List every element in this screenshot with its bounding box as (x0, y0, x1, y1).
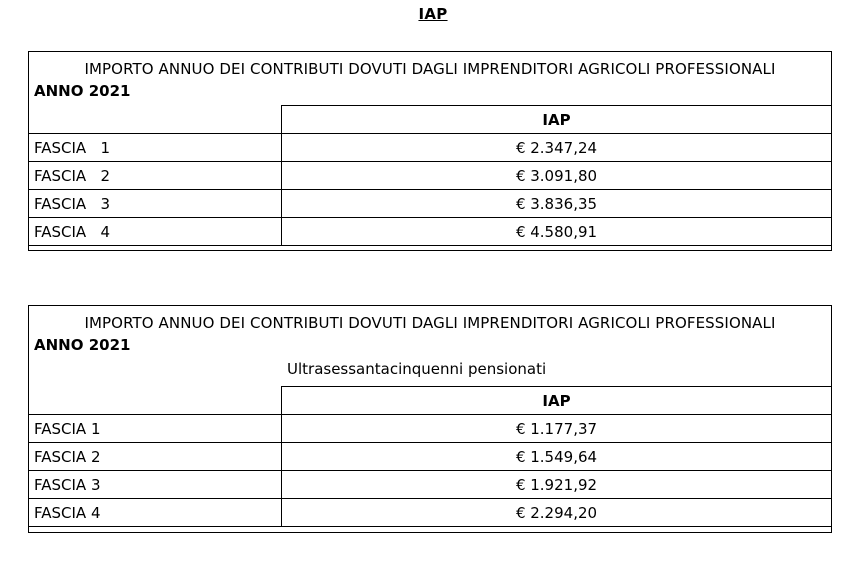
rates-grid (28, 105, 832, 246)
table-row (29, 499, 832, 527)
document-title: IAP (418, 5, 448, 23)
row-label: FASCIA 3 (29, 190, 282, 218)
contributions-table-iap (28, 51, 832, 251)
table-row (29, 134, 832, 162)
row-label: FASCIA 4 (29, 499, 282, 527)
row-value: € 1.549,64 (282, 443, 832, 471)
rates-grid (28, 386, 832, 527)
column-header: IAP (282, 106, 832, 134)
column-header: IAP (282, 387, 832, 415)
row-value: € 3.091,80 (282, 162, 832, 190)
table-row (29, 443, 832, 471)
row-label: FASCIA 1 (29, 415, 282, 443)
row-value: € 4.580,91 (282, 218, 832, 246)
row-label: FASCIA 3 (29, 471, 282, 499)
row-label: FASCIA 1 (29, 134, 282, 162)
row-label: FASCIA 4 (29, 218, 282, 246)
blank-header-cell (29, 106, 282, 134)
table-row (29, 218, 832, 246)
row-label: FASCIA 2 (29, 162, 282, 190)
table-row (29, 471, 832, 499)
header-row (29, 387, 832, 415)
row-value: € 2.294,20 (282, 499, 832, 527)
table-year: ANNO 2021 (34, 82, 131, 100)
table-row (29, 415, 832, 443)
row-value: € 3.836,35 (282, 190, 832, 218)
table-heading: IMPORTO ANNUO DEI CONTRIBUTI DOVUTI DAGLI IMPRENDITORI AGRICOLI PROFESSIONALI (84, 60, 776, 78)
table-subtitle: Ultrasessantacinquenni pensionati (287, 360, 547, 378)
row-value: € 1.921,92 (282, 471, 832, 499)
contributions-table-iap-pensioners (28, 305, 832, 533)
header-row (29, 106, 832, 134)
row-label: FASCIA 2 (29, 443, 282, 471)
table-year: ANNO 2021 (34, 336, 131, 354)
row-value: € 2.347,24 (282, 134, 832, 162)
row-value: € 1.177,37 (282, 415, 832, 443)
table-heading: IMPORTO ANNUO DEI CONTRIBUTI DOVUTI DAGLI IMPRENDITORI AGRICOLI PROFESSIONALI (84, 314, 776, 332)
table-row (29, 162, 832, 190)
blank-header-cell (29, 387, 282, 415)
table-row (29, 190, 832, 218)
